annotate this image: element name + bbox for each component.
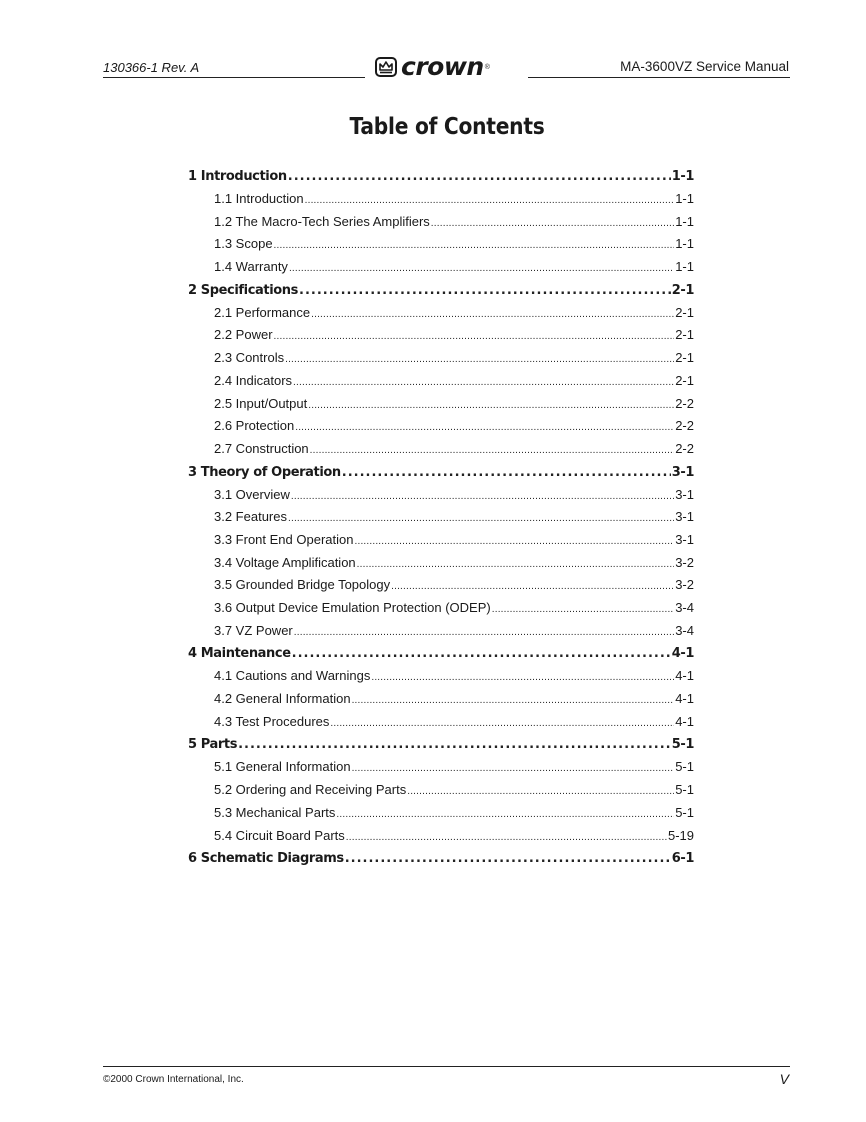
toc-section-entry[interactable] (188, 825, 694, 848)
toc-page-number: 4-1 (671, 646, 694, 662)
registered-mark: ® (484, 63, 490, 71)
toc-section-title: 5.4 Circuit Board Parts (214, 827, 345, 843)
toc-section-entry[interactable] (188, 211, 694, 234)
toc-page-number: 4-1 (675, 713, 694, 729)
toc-section-title: 3.4 Voltage Amplification (214, 554, 356, 570)
dot-leader (305, 190, 675, 213)
dot-leader (345, 847, 671, 870)
toc-section-title: 1.1 Introduction (214, 191, 304, 206)
dot-leader (299, 279, 671, 302)
toc-section-title: 4.1 Cautions and Warnings (214, 668, 371, 684)
toc-page-number: 5-19 (667, 827, 694, 843)
dot-leader (292, 642, 671, 665)
toc-page-number: 3-1 (675, 486, 694, 502)
toc-section-title: 4.2 General Information (214, 691, 351, 707)
dot-leader (354, 531, 674, 554)
toc-section-entry[interactable] (188, 256, 694, 279)
dot-leader (371, 667, 674, 690)
dot-leader (357, 554, 675, 577)
toc-section-title: 2.5 Input/Output (214, 395, 308, 411)
toc-section-entry[interactable] (188, 188, 694, 211)
toc-page-number: 5-1 (675, 759, 694, 775)
toc-page-number: 2-2 (675, 418, 694, 434)
dot-leader (288, 508, 674, 531)
toc-page-number: 2-1 (675, 327, 694, 343)
toc-section-title: 1.4 Warranty (214, 259, 288, 275)
brand-wordmark: crown (401, 52, 484, 81)
toc-page-number: 2-2 (675, 440, 694, 456)
toc-chapter-entry[interactable] (188, 279, 694, 302)
toc-page-number: 2-1 (675, 372, 694, 388)
dot-leader (238, 733, 671, 756)
toc-section-entry[interactable] (188, 802, 694, 825)
footer-rule (103, 1066, 790, 1067)
toc-page-number: 3-4 (675, 600, 694, 615)
dot-leader (295, 417, 674, 440)
header-rule-right (528, 77, 790, 78)
toc-page-number: 4-1 (675, 691, 694, 707)
doc-number: 130366-1 Rev. A (103, 60, 200, 75)
dot-leader (352, 690, 675, 713)
toc-page-number: 1-1 (675, 213, 694, 229)
manual-title: MA-3600VZ Service Manual (620, 59, 789, 74)
dot-leader (289, 258, 674, 281)
toc-section-title: 5.3 Mechanical Parts (214, 804, 336, 820)
toc-section-entry[interactable] (188, 779, 694, 802)
dot-leader (294, 622, 674, 645)
dot-leader (407, 781, 674, 804)
toc-section-title: 2.2 Power (214, 327, 273, 343)
toc-chapter-entry[interactable] (188, 733, 694, 756)
toc-section-title: 3.5 Grounded Bridge Topology (214, 577, 391, 593)
toc-page-number: 3-2 (675, 554, 694, 570)
dot-leader (342, 461, 671, 484)
header-rule-left (103, 77, 365, 78)
toc-page-number: 4-1 (675, 668, 694, 684)
dot-leader (330, 713, 674, 736)
copyright-notice: ©2000 Crown International, Inc. (103, 1074, 244, 1085)
toc-section-title: 3.3 Front End Operation (214, 531, 354, 547)
toc-page-number: 3-1 (675, 531, 694, 547)
toc-page-number: 2-2 (675, 395, 694, 411)
page-number: V (779, 1071, 789, 1087)
dot-leader (336, 804, 674, 827)
dot-leader (431, 213, 674, 236)
toc-section-entry[interactable] (188, 438, 694, 461)
toc-page-number: 1-1 (671, 169, 694, 184)
dot-leader (291, 486, 674, 509)
toc-section-title: 2.7 Construction (214, 440, 309, 456)
toc-section-title: 2.3 Controls (214, 350, 285, 366)
table-of-contents (188, 165, 694, 870)
toc-section-entry[interactable] (188, 665, 694, 688)
dot-leader (285, 349, 674, 372)
toc-section-title: 2.1 Performance (214, 304, 311, 320)
crown-icon (375, 57, 397, 77)
dot-leader (308, 395, 674, 418)
toc-page-number: 5-1 (671, 737, 694, 753)
crown-logo (375, 52, 490, 81)
toc-section-entry[interactable] (188, 711, 694, 734)
toc-chapter-title: 3 Theory of Operation (188, 464, 341, 480)
toc-section-entry[interactable] (188, 393, 694, 416)
toc-page-number: 2-1 (675, 304, 694, 320)
toc-chapter-entry[interactable] (188, 642, 694, 665)
toc-page-number: 5-1 (675, 782, 694, 798)
toc-section-entry[interactable] (188, 302, 694, 325)
dot-leader (274, 235, 675, 258)
toc-section-entry[interactable] (188, 756, 694, 779)
toc-page-number: 6-1 (671, 851, 694, 867)
dot-leader (310, 440, 675, 463)
dot-leader (274, 326, 675, 349)
toc-section-title: 1.3 Scope (214, 236, 273, 252)
toc-section-title: 2.4 Indicators (214, 372, 293, 388)
dot-leader (311, 304, 674, 327)
toc-chapter-entry[interactable] (188, 847, 694, 870)
toc-page-number: 3-2 (675, 577, 694, 593)
toc-page-number: 2-1 (675, 350, 694, 366)
toc-section-title: 4.3 Test Procedures (214, 713, 330, 729)
toc-section-entry[interactable] (188, 347, 694, 370)
toc-page-number: 1-1 (675, 259, 694, 275)
toc-page-number: 2-1 (671, 282, 694, 298)
toc-chapter-title: 1 Introduction (188, 169, 287, 184)
toc-page-number: 3-1 (675, 509, 694, 525)
toc-section-entry[interactable] (188, 324, 694, 347)
toc-section-entry[interactable] (188, 552, 694, 575)
toc-section-entry[interactable] (188, 233, 694, 256)
toc-chapter-title: 2 Specifications (188, 282, 299, 298)
toc-section-title: 3.7 VZ Power (214, 622, 293, 638)
toc-chapter-entry[interactable] (188, 165, 694, 188)
toc-section-entry[interactable] (188, 506, 694, 529)
dot-leader (352, 758, 675, 781)
toc-section-title: 2.6 Protection (214, 418, 295, 434)
dot-leader (293, 372, 674, 395)
dot-leader (391, 576, 674, 599)
toc-page-number: 3-1 (671, 464, 694, 480)
toc-section-entry[interactable] (188, 370, 694, 393)
toc-section-entry[interactable] (188, 484, 694, 507)
toc-section-entry[interactable] (188, 529, 694, 552)
toc-chapter-title: 4 Maintenance (188, 646, 291, 662)
toc-page-number: 3-4 (675, 622, 694, 638)
toc-chapter-entry[interactable] (188, 461, 694, 484)
page-title: Table of Contents (349, 114, 545, 140)
toc-section-title: 3.1 Overview (214, 486, 290, 502)
toc-section-title: 5.1 General Information (214, 759, 351, 775)
toc-section-entry[interactable] (188, 415, 694, 438)
dot-leader (492, 599, 674, 622)
toc-section-title: 3.6 Output Device Emulation Protection (ODEP) (214, 600, 491, 615)
toc-section-entry[interactable] (188, 620, 694, 643)
toc-section-title: 5.2 Ordering and Receiving Parts (214, 782, 407, 798)
toc-chapter-title: 6 Schematic Diagrams (188, 851, 344, 867)
toc-section-entry[interactable] (188, 574, 694, 597)
toc-page-number: 1-1 (675, 191, 694, 206)
dot-leader (346, 827, 667, 850)
toc-chapter-title: 5 Parts (188, 737, 238, 753)
toc-section-entry[interactable] (188, 688, 694, 711)
toc-page-number: 1-1 (675, 236, 694, 252)
toc-section-entry[interactable] (188, 597, 694, 620)
toc-section-title: 1.2 The Macro-Tech Series Amplifiers (214, 213, 430, 229)
dot-leader (288, 165, 671, 188)
toc-section-title: 3.2 Features (214, 509, 287, 525)
toc-page-number: 5-1 (675, 804, 694, 820)
